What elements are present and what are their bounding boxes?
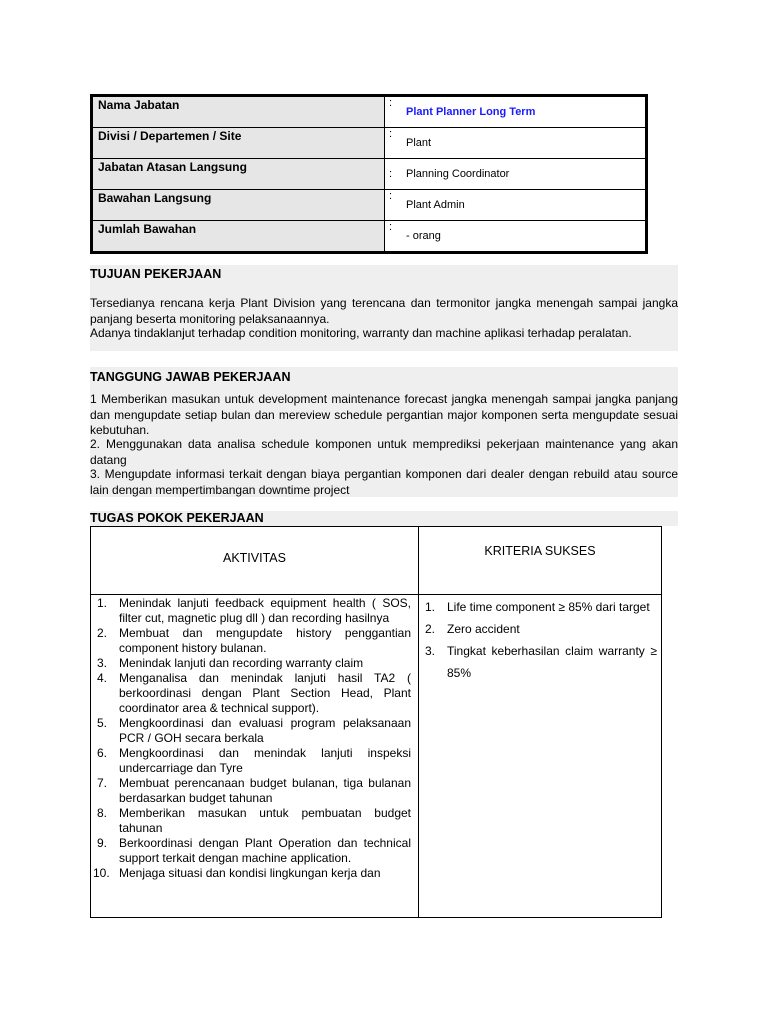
job-title-value: Plant Planner Long Term [406, 106, 536, 118]
item-number: 3. [97, 656, 108, 670]
item-text: Menindak lanjuti feedback equipment health ( SOS, filter cut, magnetic plug dll ) dan recording hasilnya [119, 596, 411, 625]
job-info-table [90, 94, 648, 254]
column-divider [418, 527, 419, 917]
subordinate-count-value: - orang [406, 230, 441, 242]
list-item: 3. Mengupdate informasi terkait dengan biaya pergantian komponen dari dealer dengan rebuild atau source lain dengan mempertimbangan downtime project [90, 467, 678, 497]
item-text: Membuat perencanaan budget bulanan, tiga bulanan berdasarkan budget tahunan [119, 776, 411, 805]
table-row [92, 96, 647, 128]
tujuan-section [90, 265, 678, 351]
item-text: Menindak lanjuti dan recording warranty claim [119, 656, 364, 670]
row-label: Jumlah Bawahan [92, 221, 385, 253]
list-item [91, 626, 411, 656]
item-text: Membuat dan mengupdate history penggantian component history bulanan. [119, 626, 411, 655]
colon: : [389, 128, 393, 140]
list-item [91, 836, 411, 866]
division-value: Plant [406, 137, 432, 149]
item-number: 4. [97, 671, 108, 685]
list-item [91, 596, 411, 626]
item-number: 2. [97, 626, 108, 640]
colon: : [389, 190, 393, 202]
colon: : [389, 97, 393, 109]
row-label: Nama Jabatan [92, 96, 385, 128]
row-value-cell [385, 221, 647, 253]
item-text: Menganalisa dan menindak lanjuti hasil TA2 ( berkoordinasi dengan Plant Section Head, Plant coordinator area & technical support). [119, 671, 411, 715]
subordinate-value: Plant Admin [406, 199, 465, 211]
column-header-aktivitas: AKTIVITAS [223, 551, 286, 565]
item-number: 1. [97, 596, 108, 610]
row-divider [91, 594, 661, 595]
item-number: 3. [425, 644, 436, 658]
section-heading: TANGGUNG JAWAB PEKERJAAN [90, 370, 291, 384]
list-item [425, 618, 657, 640]
item-number: 1. [425, 600, 436, 614]
colon: : [389, 168, 393, 180]
table-row [92, 128, 647, 159]
list-item [91, 866, 411, 881]
row-label: Bawahan Langsung [92, 190, 385, 221]
list-item [91, 806, 411, 836]
item-number: 7. [97, 776, 108, 790]
list-item [91, 746, 411, 776]
row-value-cell [385, 159, 647, 190]
row-value-cell [385, 128, 647, 159]
colon: : [389, 221, 393, 233]
item-number: 10. [93, 866, 110, 880]
item-text: Berkoordinasi dengan Plant Operation dan technical support terkait dengan machine application. [119, 836, 411, 865]
paragraph: Tersedianya rencana kerja Plant Division yang terencana dan termonitor jangka menengah sampai jangka panjang beserta monitoring pelaksanaannya. [90, 296, 678, 326]
item-text: Menjaga situasi dan kondisi lingkungan kerja dan [119, 866, 381, 880]
paragraph: Adanya tindaklanjut terhadap condition monitoring, warranty dan machine aplikasi terhadap peralatan. [90, 326, 632, 340]
list-item [91, 656, 411, 671]
item-number: 5. [97, 716, 108, 730]
supervisor-value: Planning Coordinator [406, 168, 510, 180]
table-row [92, 190, 647, 221]
list-item: 1 Memberikan masukan untuk development maintenance forecast jangka menengah sampai jangka panjang dan mengupdate setiap bulan dan mereview schedule pergantian major komponen serta mengupdate sesuai kebutuhan. [90, 392, 678, 437]
row-label: Divisi / Departemen / Site [92, 128, 385, 159]
item-number: 8. [97, 806, 108, 820]
item-number: 2. [425, 622, 436, 636]
section-heading: TUGAS POKOK PEKERJAAN [90, 511, 264, 525]
item-number: 9. [97, 836, 108, 850]
item-text: Mengkoordinasi dan menindak lanjuti inspeksi undercarriage dan Tyre [119, 746, 411, 775]
tugas-pokok-table [90, 526, 662, 918]
section-heading: TUJUAN PEKERJAAN [90, 267, 222, 281]
item-text: Tingkat keberhasilan claim warranty ≥ 85% [447, 644, 657, 680]
table-row [92, 221, 647, 253]
list-item [91, 716, 411, 746]
list-item [91, 671, 411, 716]
tanggung-jawab-section [90, 367, 678, 497]
column-header-kriteria: KRITERIA SUKSES [484, 544, 596, 558]
list-item [425, 596, 657, 618]
kriteria-list [425, 596, 657, 684]
row-value-cell [385, 190, 647, 221]
list-item: 2. Menggunakan data analisa schedule komponen untuk memprediksi pekerjaan maintenance yang akan datang [90, 437, 678, 467]
row-value-cell [385, 96, 647, 128]
item-text: Memberikan masukan untuk pembuatan budget tahunan [119, 806, 411, 835]
tugas-pokok-heading-bar [90, 511, 678, 526]
item-text: Mengkoordinasi dan evaluasi program pelaksanaan PCR / GOH secara berkala [119, 716, 411, 745]
list-item [425, 640, 657, 684]
item-text: Zero accident [447, 622, 520, 636]
table-row [92, 159, 647, 190]
item-number: 6. [97, 746, 108, 760]
list-item [91, 776, 411, 806]
row-label: Jabatan Atasan Langsung [92, 159, 385, 190]
aktivitas-list [91, 596, 411, 881]
item-text: Life time component ≥ 85% dari target [447, 600, 650, 614]
